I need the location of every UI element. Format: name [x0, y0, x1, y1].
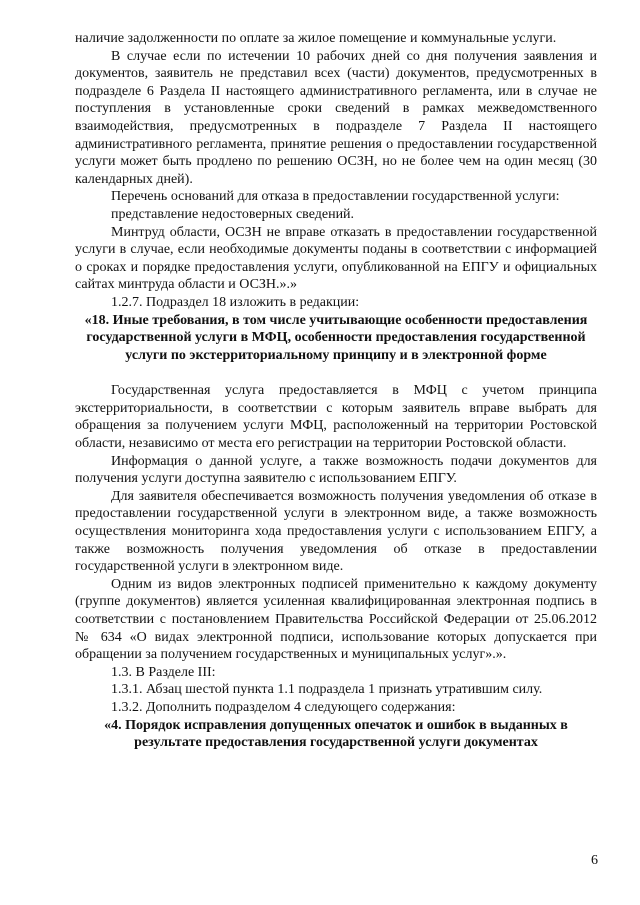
paragraph-mfc: Государственная услуга предоставляется в МФЦ с учетом принципа экстерриториальности, в соответствии с которым заявитель вправе выбрать для обращения за получением услуги МФЦ, расположенный на территории Ростовской области, независимо от места его регистрации на территории Ростовской области.	[75, 383, 597, 452]
paragraph-refusal-grounds: Перечень оснований для отказа в предоставлении государственной услуги:	[111, 189, 560, 205]
paragraph-signature: Одним из видов электронных подписей применительно к каждому документу (группе документов) является усиленная квалифицированная электронная подпись в соответствии с постановлением Правительства Российской Федерации от 25.06.2012 № 634 «О видах электронной подписи, использование которых допускается при обращении за получением государственных и муниципальных услуг».».	[75, 576, 597, 663]
paragraph-1-2-7: 1.2.7. Подраздел 18 изложить в редакции:	[111, 294, 360, 310]
paragraph-1-3: 1.3. В Разделе III:	[111, 664, 216, 680]
heading-section-4: «4. Порядок исправления допущенных опечаток и ошибок в выданных в результате предоставления государственной услуги документах	[104, 717, 568, 751]
paragraph-epgu-info: Информация о данной услуге, а также возможность подачи документов для получения услуги доступна заявителю с использованием ЕПГУ.	[75, 453, 597, 487]
paragraph-false-info: представление недостоверных сведений.	[111, 206, 355, 222]
paragraph-1-3-2: 1.3.2. Дополнить подразделом 4 следующего содержания:	[111, 699, 456, 715]
paragraph-debt: наличие задолженности по оплате за жилое помещение и коммунальные услуги.	[75, 31, 557, 46]
page-number: 6	[591, 853, 598, 868]
paragraph-mintrud: Минтруд области, ОСЗН не вправе отказать в предоставлении государственной услуги в случае, если необходимые документы поданы в соответствии с информацией о сроках и порядке предоставления услуги, опубликованной на ЕПГУ и официальных сайтах минтруда области и ОСЗН.».»	[75, 224, 597, 293]
paragraph-electronic-notice: Для заявителя обеспечивается возможность получения уведомления об отказе в предоставлении государственной услуги в электронном виде, а также возможность осуществления мониторинга хода предоставления услуги с использованием ЕПГУ, а также возможность получения уведомления об отказе в предоставлении государственной услуги в электронном виде.	[75, 488, 597, 575]
spacer	[75, 364, 597, 382]
heading-section-18: «18. Иные требования, в том числе учитывающие особенности предоставления государственной услуги в МФЦ, особенности предоставления государственной услуги по экстерриториальному принципу и в электронной форме	[84, 312, 588, 363]
document-body	[75, 30, 597, 752]
paragraph-extension: В случае если по истечении 10 рабочих дней со дня получения заявления и документов, заявитель не представил всех (части) документов, предусмотренных в подразделе 6 Раздела II настоящего административного регламента, или в случае не поступления в установленные сроки сведений в рамках межведомственного взаимодействия, предусмотренных в подразделе 7 Раздела II настоящего административного регламента, принятие решения о предоставлении государственной услуги может быть продлено по решению ОСЗН, но не более чем на один месяц (30 календарных дней).	[75, 48, 597, 187]
paragraph-1-3-1: 1.3.1. Абзац шестой пункта 1.1 подраздела 1 признать утратившим силу.	[111, 682, 543, 698]
